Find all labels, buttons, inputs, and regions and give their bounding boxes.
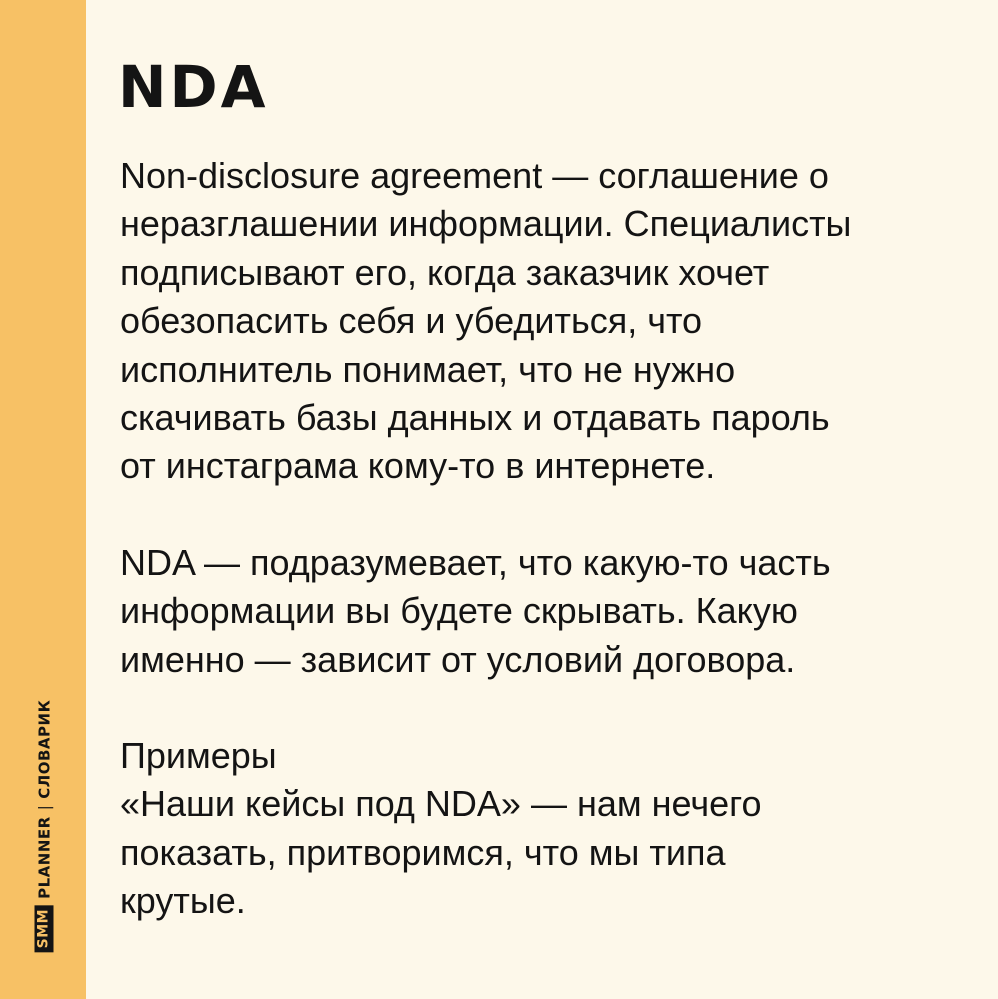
definition-text [120, 152, 970, 974]
text-line: от инстаграма кому-то в интернете. [120, 445, 716, 487]
text-line: исполнитель понимает, что не нужно [120, 348, 736, 390]
paragraph-meaning [120, 539, 970, 684]
side-bar [0, 0, 86, 999]
text-line: именно — зависит от условий договора. [120, 638, 796, 680]
text-line: подписывают его, когда заказчик хочет [120, 251, 770, 293]
text-line: Non-disclosure agreement — соглашение о [120, 155, 829, 196]
brand-box: SMM [35, 905, 54, 952]
paragraph-definition [120, 152, 970, 491]
text-line: Примеры [120, 735, 277, 777]
brand-name: PLANNER [35, 816, 53, 899]
text-line: NDA — подразумевает, что какую-то часть [120, 541, 831, 583]
text-line: «Наши кейсы под NDA» — нам нечего [120, 783, 762, 825]
text-line: показать, притворимся, что мы типа [120, 831, 726, 873]
text-line: информации вы будете скрывать. Какую [120, 590, 798, 632]
brand-separator: | [35, 804, 53, 811]
paragraph-examples [120, 732, 970, 926]
text-line: скачивать базы данных и отдавать пароль [120, 397, 830, 439]
brand-logo [35, 700, 54, 953]
text-line: обезопасить себя и убедиться, что [120, 300, 703, 342]
text-line: крутые. [120, 880, 246, 922]
page-title: NDA [118, 53, 269, 121]
brand-section: СЛОВАРИК [35, 699, 53, 799]
text-line: неразглашении информации. Специалисты [120, 203, 852, 245]
